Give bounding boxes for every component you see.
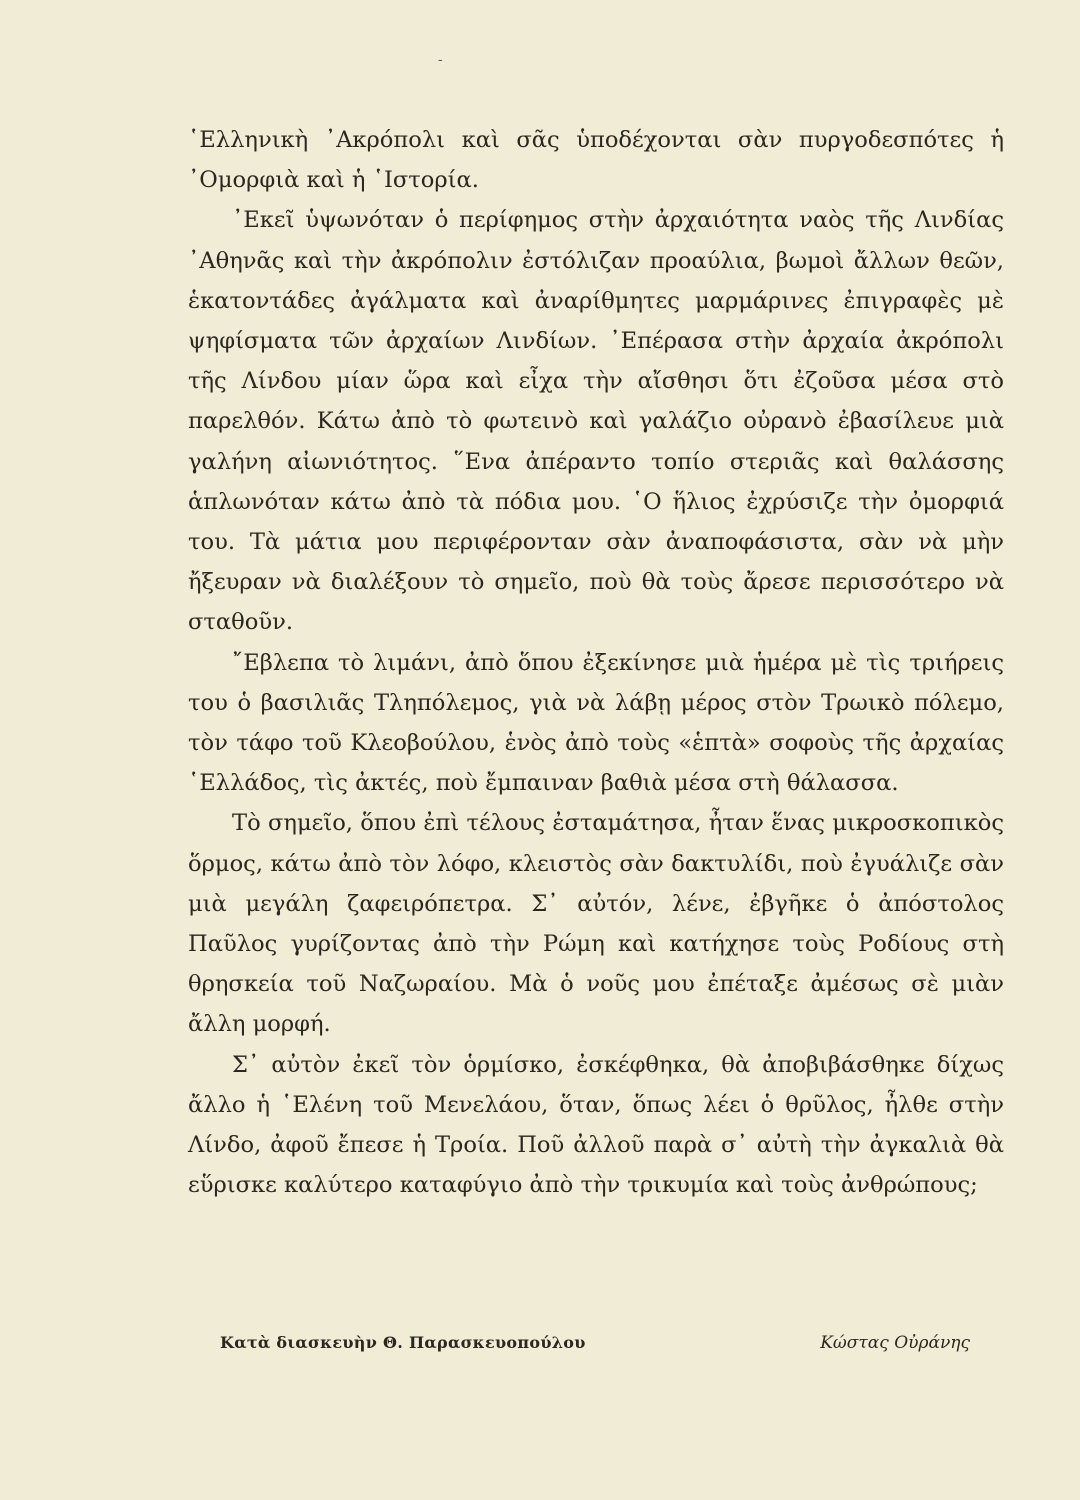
page-footer: [220, 1333, 980, 1363]
author-name: Κώστας Οὐράνης: [820, 1333, 970, 1353]
paragraph-harbor: ῎Εβλεπα τὸ λιμάνι, ἀπὸ ὅπου ἐξεκίνησε μιὰ ἡμέρα μὲ τὶς τριήρεις του ὁ βασιλιᾶς Τληπόλεμος, γιὰ νὰ λάβῃ μέρος στὸν Τρωικὸ πόλεμο, τὸν τάφο τοῦ Κλεοβούλου, ἑνὸς ἀπὸ τοὺς «ἑπτὰ» σοφοὺς τῆς ἀρχαίας ῾Ελλάδος, τὶς ἀκτές, ποὺ ἔμπαιναν βαθιὰ μέσα στὴ θάλασσα.: [188, 649, 1004, 797]
adaptation-credit: Κατὰ διασκευὴν Θ. Παρασκευοπούλου: [220, 1333, 586, 1352]
paragraph-acropolis: ᾿Εκεῖ ὑψωνόταν ὁ περίφημος στὴν ἀρχαιότητα ναὸς τῆς Λινδίας ᾿Αθηνᾶς καὶ τὴν ἀκρόπολιν ἐστόλιζαν προαύλια, βωμοὶ ἄλλων θεῶν, ἑκατοντάδες ἀγάλματα καὶ ἀναρίθμητες μαρμάρινες ἐπιγραφὲς μὲ ψηφίσματα τῶν ἀρχαίων Λινδίων. ᾿Επέρασα στὴν ἀρχαία ἀκρόπολι τῆς Λίνδου μίαν ὥρα καὶ εἶχα τὴν αἴσθησι ὅτι ἐζοῦσα μέσα στὸ παρελθόν. Κάτω ἀπὸ τὸ φωτεινὸ καὶ γαλάζιο οὐρανὸ ἐβασίλευε μιὰ γαλήνη αἰωνιότητος. ῞Ενα ἀπέραντο τοπίο στεριᾶς καὶ θαλάσσης ἁπλωνόταν κάτω ἀπὸ τὰ πόδια μου. ῾Ο ἥλιος ἐχρύσιζε τὴν ὀμορφιά του. Τὰ μάτια μου περιφέρονταν σὰν ἀναποφάσιστα, σὰν νὰ μὴν ἤξευραν νὰ διαλέξουν τὸ σημεῖο, ποὺ θὰ τοὺς ἄρεσε περισσότερο νὰ σταθοῦν.: [188, 207, 1004, 636]
paragraph-helen: Σ᾿ αὐτὸν ἐκεῖ τὸν ὁρμίσκο, ἐσκέφθηκα, θὰ ἀποβιβάσθηκε δίχως ἄλλο ἡ ῾Ελένη τοῦ Μενελάου, ὅταν, ὅπως λέει ὁ θρῦλος, ἦλθε στὴν Λίνδο, ἀφοῦ ἔπεσε ἡ Τροία. Ποῦ ἀλλοῦ παρὰ σ᾿ αὐτὴ τὴν ἀγκαλιὰ θὰ εὕρισκε καλύτερο καταφύγιο ἀπὸ τὴν τρικυμία καὶ τοὺς ἀνθρώπους;: [188, 1051, 1004, 1199]
page-mark: -: [438, 52, 443, 68]
body-text: [188, 120, 1004, 1205]
paragraph-continuation: ῾Ελληνικὴ ᾿Ακρόπολι καὶ σᾶς ὑποδέχονται σὰν πυργοδεσπότες ἡ ᾿Ομορφιὰ καὶ ἡ ῾Ιστορία.: [188, 127, 1004, 194]
paragraph-cove: Τὸ σημεῖο, ὅπου ἐπὶ τέλους ἐσταμάτησα, ἦταν ἕνας μικροσκοπικὸς ὅρμος, κάτω ἀπὸ τὸν λόφο, κλειστὸς σὰν δακτυλίδι, ποὺ ἐγυάλιζε σὰν μιὰ μεγάλη ζαφειρόπετρα. Σ᾿ αὐτόν, λένε, ἐβγῆκε ὁ ἀπόστολος Παῦλος γυρίζοντας ἀπὸ τὴν Ρώμη καὶ κατήχησε τοὺς Ροδίους στὴ θρησκεία τοῦ Ναζωραίου. Μὰ ὁ νοῦς μου ἐπέταξε ἀμέσως σὲ μιὰν ἄλλη μορφή.: [188, 810, 1004, 1038]
